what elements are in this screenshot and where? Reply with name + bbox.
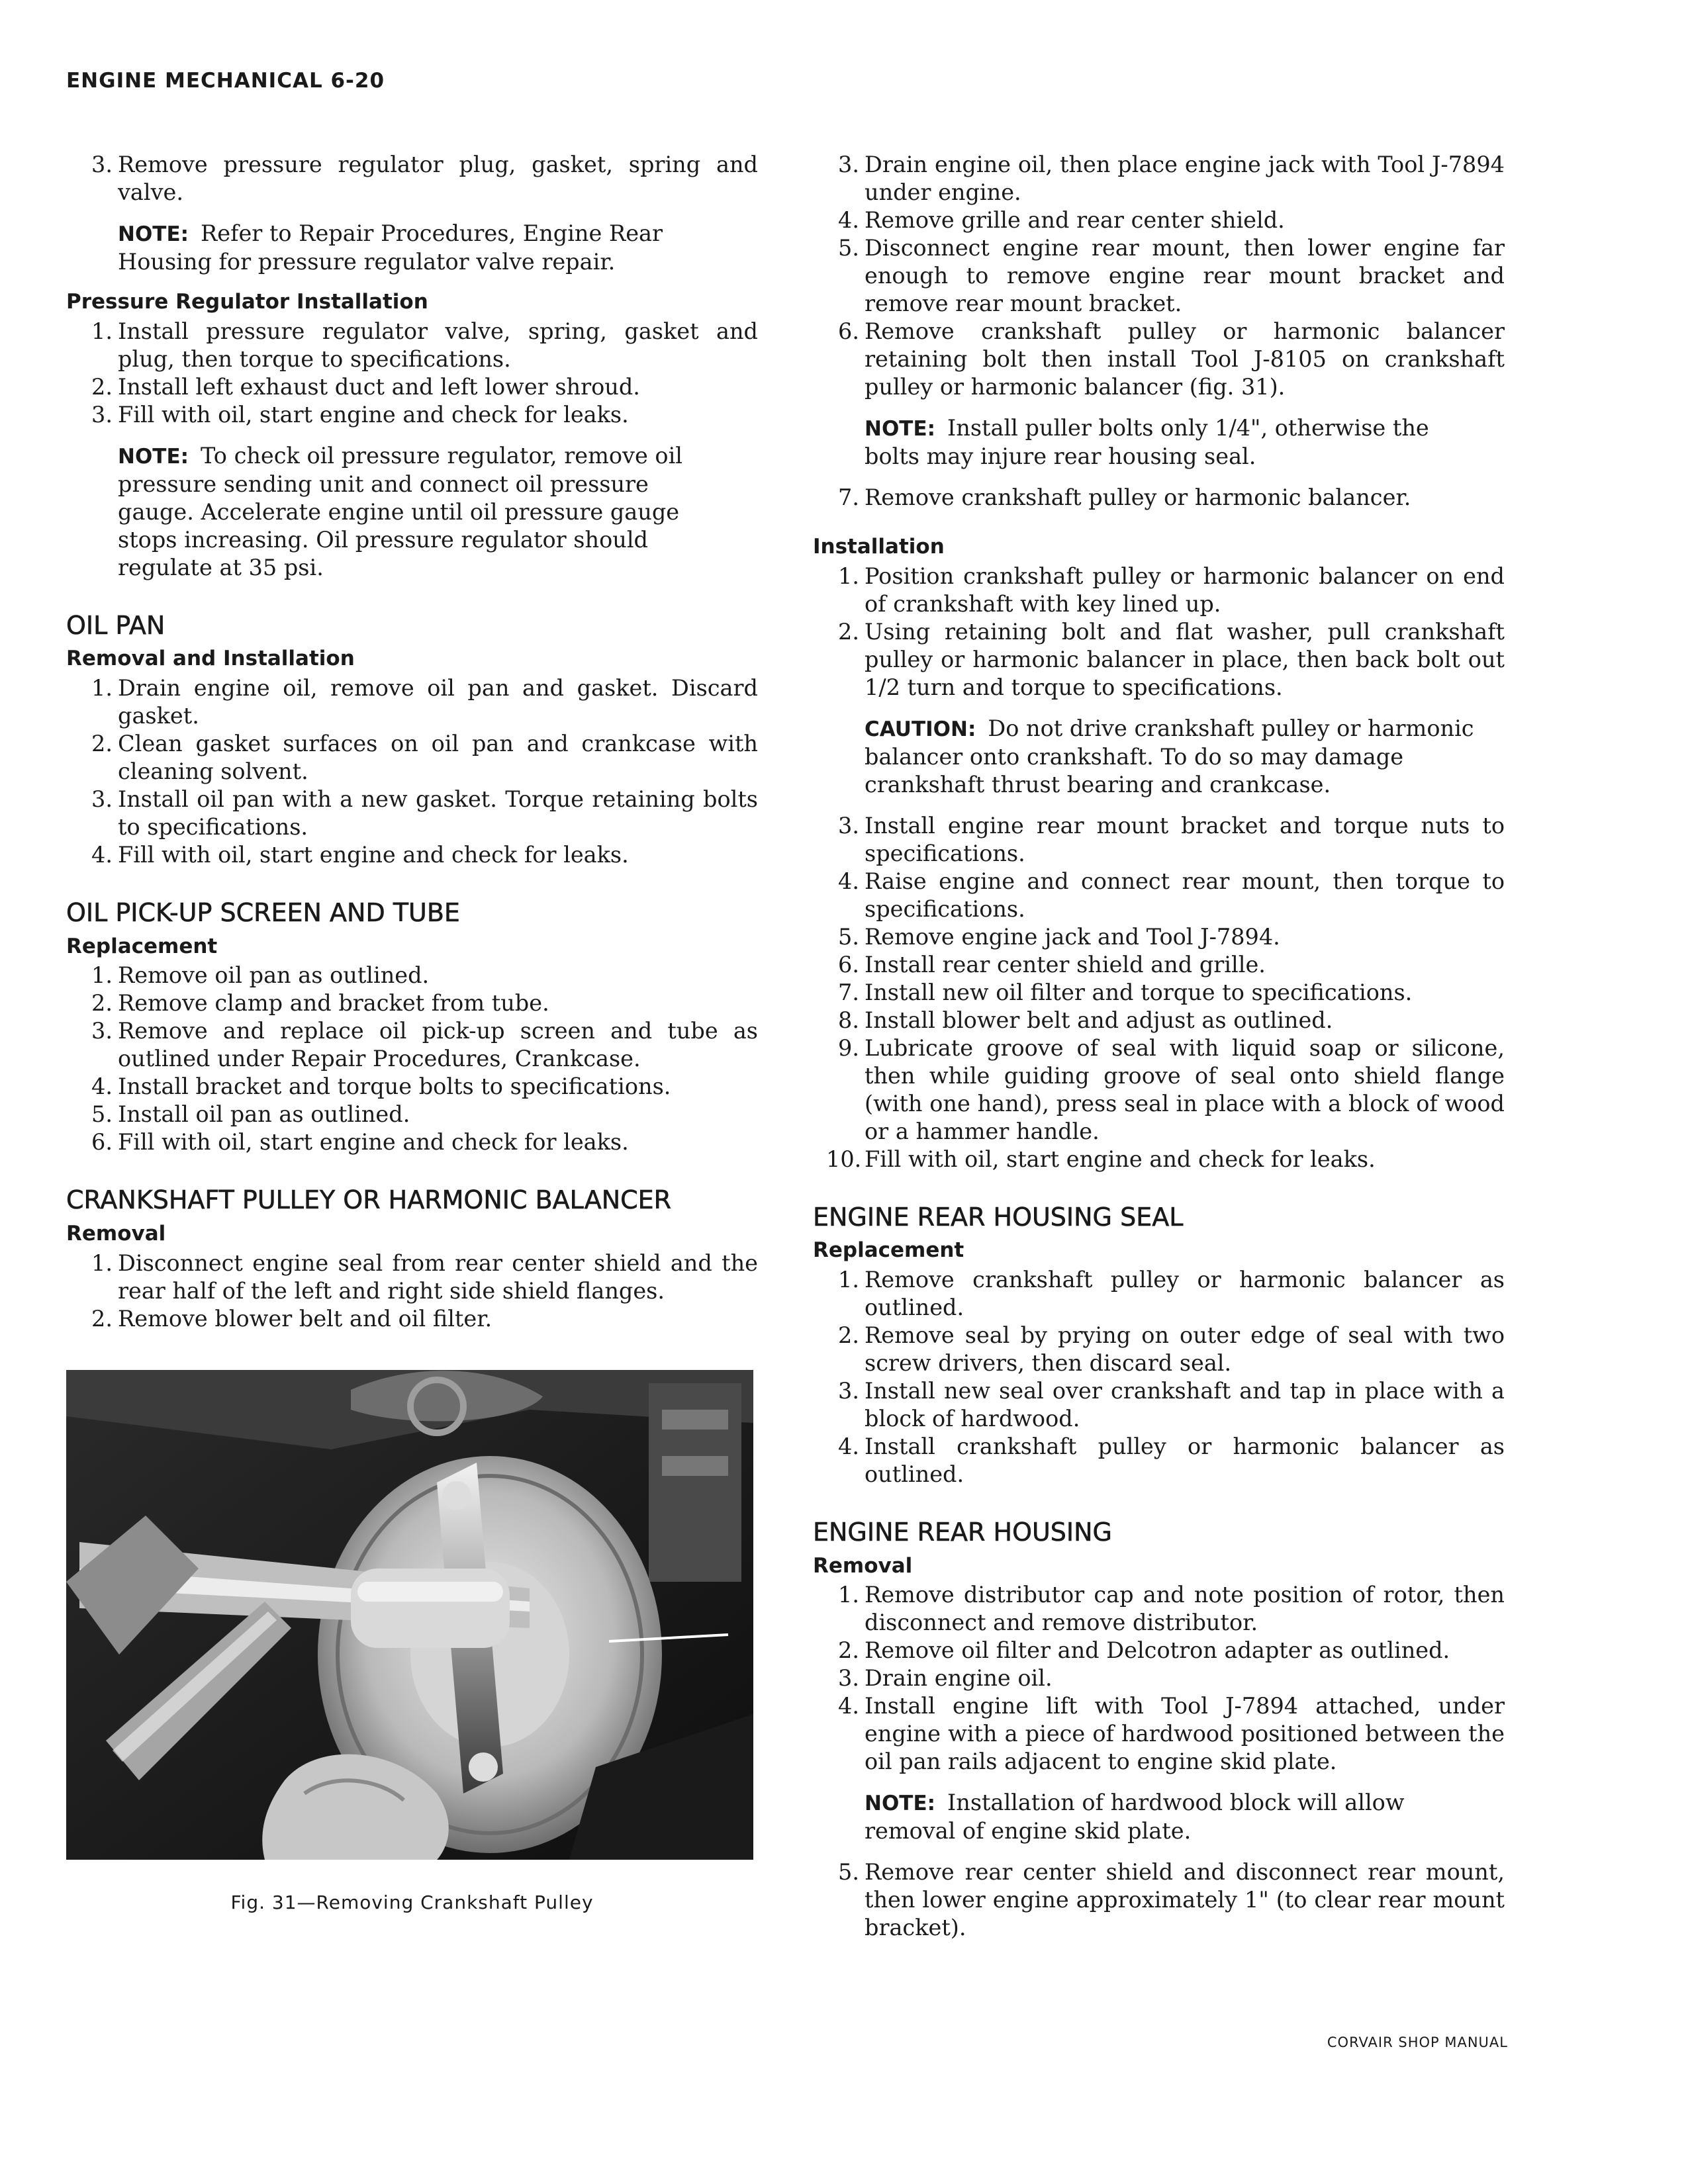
list-item: 1. Remove crankshaft pulley or harmonic balancer as outlined. [838, 1267, 1505, 1321]
housing-seal-subheading: Replacement [813, 1238, 964, 1263]
pulley-removal-steps [66, 1250, 758, 1333]
right-column [813, 151, 1505, 1942]
left-column [66, 151, 758, 1913]
removal-cont-steps [813, 151, 1505, 401]
list-item: 4. Remove grille and rear center shield. [838, 207, 1285, 233]
installation-steps-a [813, 563, 1505, 702]
removal-last-step [813, 484, 1505, 512]
crankshaft-pulley-photo [66, 1370, 753, 1860]
list-item: 2. Remove clamp and bracket from tube. [91, 990, 549, 1017]
installation-steps-b [813, 812, 1505, 1173]
list-item: 8. Install blower belt and adjust as outlined. [838, 1007, 1333, 1033]
pickup-screen-steps [66, 962, 758, 1156]
list-item: 2. Clean gasket surfaces on oil pan and crankcase with cleaning solvent. [91, 731, 758, 785]
list-item: 2. Install left exhaust duct and left lower shroud. [91, 373, 640, 400]
list-item: 1. Remove distributor cap and note position of rotor, then disconnect and remove distributor. [838, 1582, 1505, 1636]
list-item: 4. Fill with oil, start engine and check for leaks. [91, 842, 629, 868]
housing-seal-steps [813, 1266, 1505, 1488]
list-item: 3. Fill with oil, start engine and check for leaks. [91, 401, 629, 428]
oil-pan-subheading: Removal and Installation [66, 647, 355, 671]
list-item: 6. Install rear center shield and grille. [838, 951, 1266, 978]
list-item: 3. Remove and replace oil pick-up screen and tube as outlined under Repair Procedures, Crankcase. [91, 1018, 758, 1072]
list-item: 5. Remove engine jack and Tool J-7894. [838, 923, 1280, 950]
list-item: 7. Install new oil filter and torque to specifications. [838, 979, 1413, 1005]
rear-housing-subheading: Removal [813, 1553, 913, 1578]
list-item: 3. Install new seal over crankshaft and tap in place with a block of hardwood. [838, 1378, 1505, 1432]
pulley-removal-subheading: Removal [66, 1222, 166, 1246]
list-item: 10. Fill with oil, start engine and check for leaks. [826, 1146, 1376, 1172]
list-item: 3. Install oil pan with a new gasket. Torque retaining bolts to specifications. [91, 786, 758, 841]
list-item: 7. Remove crankshaft pulley or harmonic balancer. [838, 484, 1411, 510]
list-item: 3. Install engine rear mount bracket and torque nuts to specifications. [838, 812, 1505, 866]
intro-steps [66, 151, 758, 206]
page-header: ENGINE MECHANICAL 6-20 [66, 69, 385, 93]
oil-pan-title: OIL PAN [66, 610, 165, 640]
figure-caption: Fig. 31—Removing Crankshaft Pulley [230, 1891, 594, 1913]
list-item: 4. Install bracket and torque bolts to specifications. [91, 1073, 671, 1100]
list-item: 2. Remove blower belt and oil filter. [91, 1305, 492, 1332]
installation-caution: CAUTION: Do not drive crankshaft pulley or harmonic balancer onto crankshaft. To do so may damage crankshaft thrust bearing and crankcase. [865, 715, 1474, 797]
list-item: 9. Lubricate groove of seal with liquid soap or silicone, then while guiding groove of seal onto shield flange (with one hand), press seal in place with a block of wood or a hammer handle. [838, 1034, 1505, 1144]
pressure-regulator-steps [66, 318, 758, 429]
list-item: 5. Disconnect engine rear mount, then lower engine far enough to remove engine rear mount bracket and remove rear mount bracket. [838, 235, 1505, 316]
pressure-regulator-note: NOTE: To check oil pressure regulator, remove oil pressure sending unit and connect oil pressure gauge. Accelerate engine until oil pressure gauge stops increasing. Oil pressure regulator should regulate at 35 psi. [118, 442, 683, 580]
housing-seal-title: ENGINE REAR HOUSING SEAL [813, 1202, 1184, 1232]
list-item: 3. Drain engine oil, then place engine jack with Tool J-7894 under engine. [838, 152, 1505, 205]
removal-note: NOTE: Install puller bolts only 1/4", otherwise the bolts may injure rear housing seal. [865, 415, 1429, 469]
list-item: 2. Remove oil filter and Delcotron adapter as outlined. [838, 1637, 1450, 1664]
list-item: 4. Install engine lift with Tool J-7894 attached, under engine with a piece of hardwood positioned between the oil pan rails adjacent to engine skid plate. [838, 1693, 1505, 1775]
list-item: 1. Install pressure regulator valve, spring, gasket and plug, then torque to specifications. [91, 318, 758, 372]
rear-housing-steps-b [813, 1858, 1505, 1942]
list-item: 1. Drain engine oil, remove oil pan and gasket. Discard gasket. [91, 675, 758, 729]
list-item: 5. Install oil pan as outlined. [91, 1101, 410, 1128]
list-item: 6. Remove crankshaft pulley or harmonic balancer retaining bolt then install Tool J-8105 on crankshaft pulley or harmonic balancer (fig. 31). [838, 318, 1505, 400]
list-item: 4. Raise engine and connect rear mount, then torque to specifications. [838, 868, 1505, 922]
pulley-removal-title: CRANKSHAFT PULLEY OR HARMONIC BALANCER [66, 1185, 672, 1215]
rear-housing-note: NOTE: Installation of hardwood block will allow removal of engine skid plate. [865, 1790, 1405, 1844]
list-item: 2. Remove seal by prying on outer edge of seal with two screw drivers, then discard seal. [838, 1322, 1505, 1377]
intro-note: NOTE: Refer to Repair Procedures, Engine Rear Housing for pressure regulator valve repair. [118, 220, 663, 275]
installation-heading: Installation [813, 535, 945, 559]
list-item: 4. Install crankshaft pulley or harmonic balancer as outlined. [838, 1433, 1505, 1488]
pickup-screen-title: OIL PICK-UP SCREEN AND TUBE [66, 898, 460, 928]
list-item: 5. Remove rear center shield and disconnect rear mount, then lower engine approximately 1" (to clear rear mount bracket). [838, 1859, 1505, 1941]
list-item: 6. Fill with oil, start engine and check for leaks. [91, 1129, 629, 1156]
list-item: 1. Remove oil pan as outlined. [91, 962, 430, 989]
list-item: 3. Remove pressure regulator plug, gasket, spring and valve. [91, 152, 758, 205]
list-item: 3. Drain engine oil. [838, 1665, 1053, 1692]
rear-housing-title: ENGINE REAR HOUSING [813, 1518, 1112, 1547]
list-item: 1. Position crankshaft pulley or harmonic balancer on end of crankshaft with key lined up. [838, 563, 1505, 617]
pressure-regulator-installation-heading: Pressure Regulator Installation [66, 290, 428, 314]
rear-housing-steps [813, 1581, 1505, 1776]
pickup-screen-subheading: Replacement [66, 934, 218, 958]
list-item: 2. Using retaining bolt and flat washer, pull crankshaft pulley or harmonic balancer in place, then back bolt out 1/2 turn and torque to specifications. [838, 618, 1505, 700]
list-item: 1. Disconnect engine seal from rear center shield and the rear half of the left and right side shield flanges. [91, 1250, 758, 1304]
page-footer: CORVAIR SHOP MANUAL [1327, 2034, 1508, 2050]
oil-pan-steps [66, 674, 758, 869]
